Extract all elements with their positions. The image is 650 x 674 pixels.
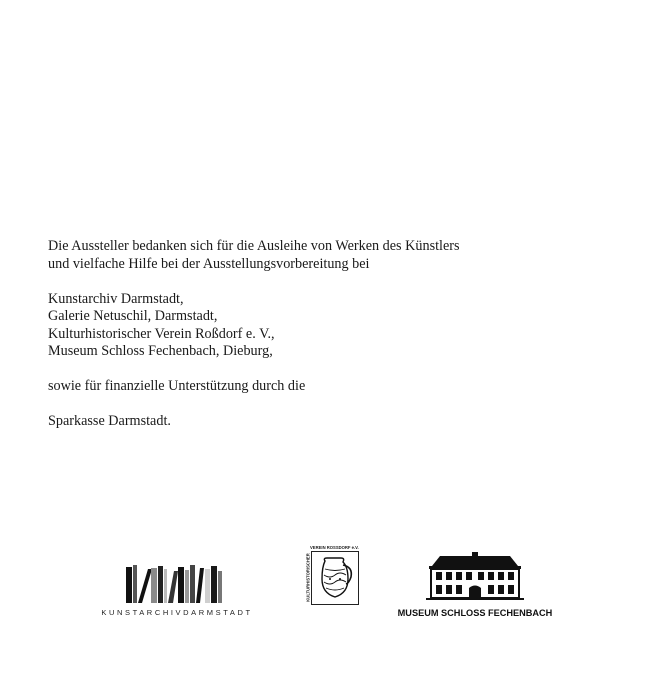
verein-side-text: KULTURHISTORISCHER <box>305 553 311 602</box>
funding-line: sowie für finanzielle Unterstützung durch die <box>48 378 306 394</box>
lender-item: Kunstarchiv Darmstadt, <box>48 290 184 307</box>
castle-building-icon <box>426 552 524 600</box>
verein-logo <box>302 545 360 605</box>
lender-item: Museum Schloss Fechenbach, Dieburg, <box>48 343 273 359</box>
acknowledgement-text <box>48 238 608 431</box>
verein-top-text: VEREIN ROSSDORF e.V. <box>310 545 359 550</box>
jug-icon <box>315 555 355 601</box>
lender-item: Galerie Netuschil, Darmstadt, <box>48 308 218 324</box>
museum-label: MUSEUM SCHLOSS FECHENBACH <box>397 608 553 618</box>
intro-line: Die Aussteller bedanken sich für die Ausleihe von Werken des Künstlers <box>48 238 460 254</box>
museum-logo <box>395 552 555 622</box>
sponsor-name: Sparkasse Darmstadt. <box>48 413 171 429</box>
intro-line: und vielfache Hilfe bei der Ausstellungsvorbereitung bei <box>48 255 370 272</box>
lender-item: Kulturhistorischer Verein Roßdorf e. V., <box>48 325 275 342</box>
book-spines-icon <box>126 565 222 603</box>
intro-paragraph <box>48 238 608 273</box>
lenders-list <box>48 291 608 361</box>
kunstarchiv-logo <box>92 560 262 620</box>
kunstarchiv-label: KUNSTARCHIVDARMSTADT <box>101 608 253 617</box>
